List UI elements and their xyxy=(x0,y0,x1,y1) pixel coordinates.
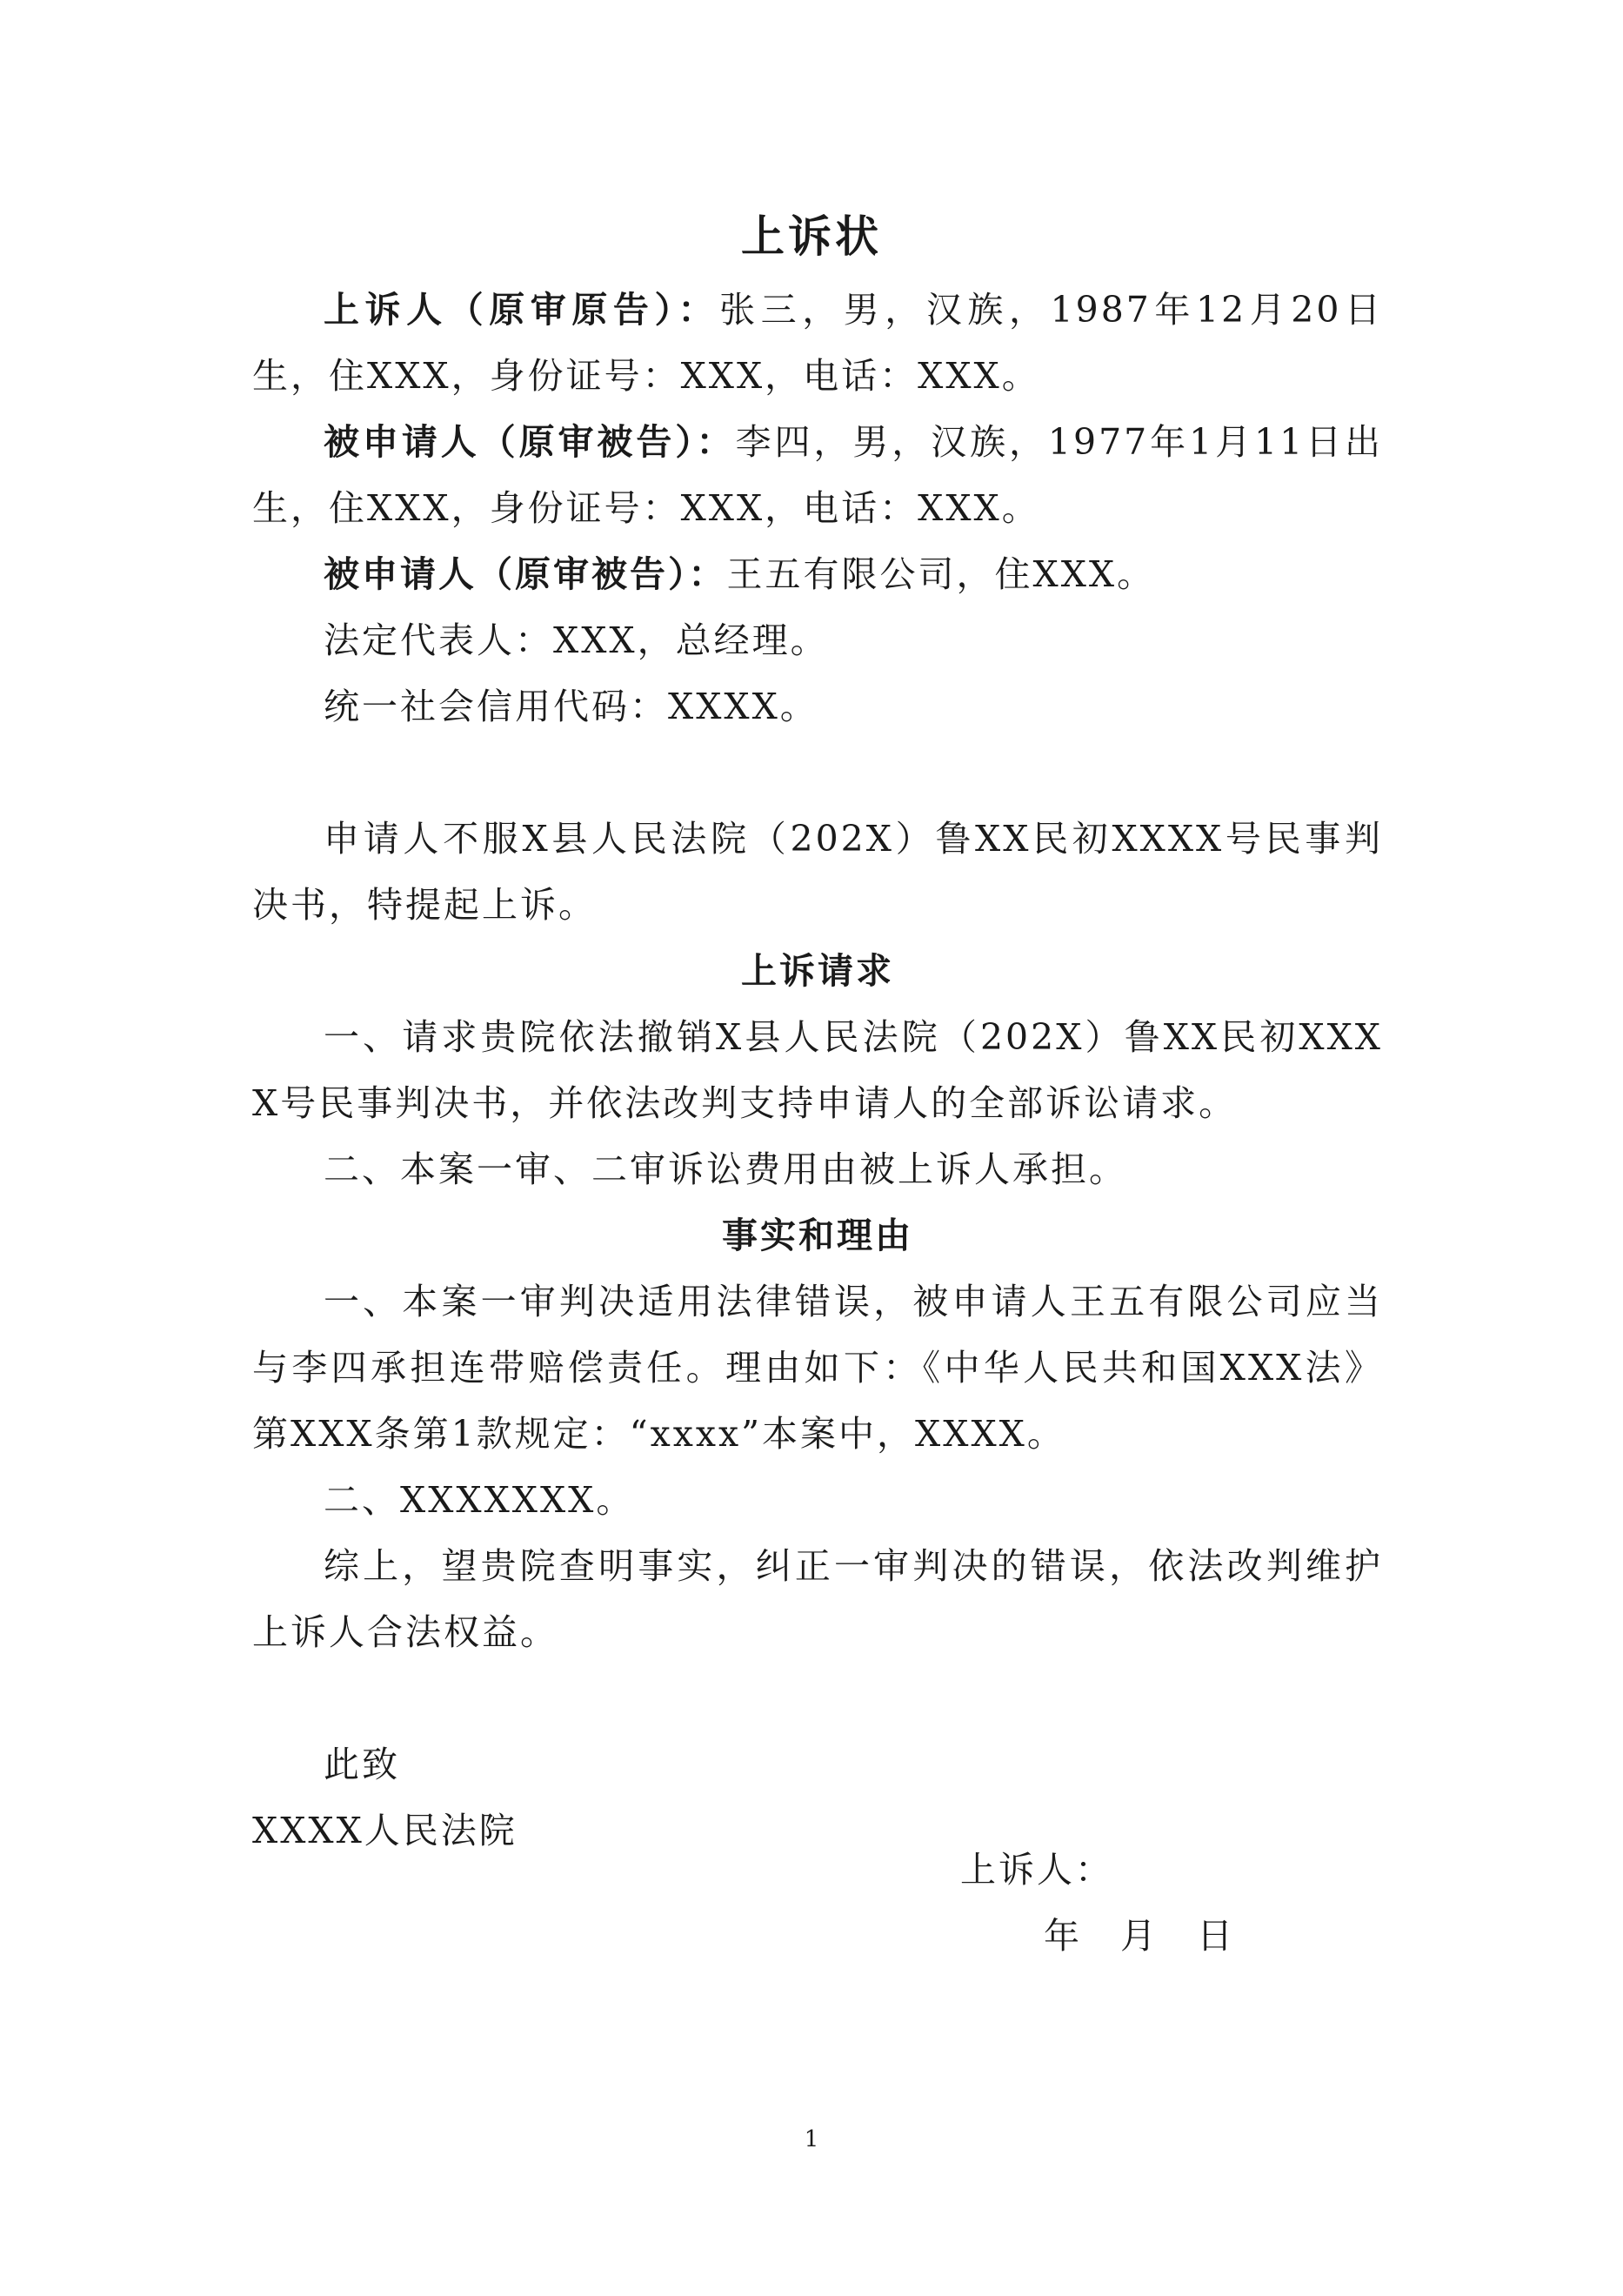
spacer xyxy=(252,740,1383,806)
signature-date: 年 月 日 xyxy=(1044,1915,1233,1957)
requests-heading: 上诉请求 xyxy=(741,950,894,992)
intro-paragraph: 申请人不服X县人民法院（202X）鲁XX民初XXXX号民事判决书，特提起上诉。 xyxy=(252,818,1383,926)
document-title: 上诉状 xyxy=(741,211,882,262)
party-details: 张三，男，汉族，1987年12月20日生，住XXX，身份证号：XXX，电话：XXX。 xyxy=(252,289,1384,397)
party-appellant xyxy=(252,277,1383,409)
signature-label: 上诉人： xyxy=(960,1849,1113,1891)
legal-representative: 法定代表人：XXX，总经理。 xyxy=(324,619,829,661)
party-respondent-1 xyxy=(252,409,1383,541)
fact-item: 二、XXXXXXX。 xyxy=(324,1479,635,1521)
party-details: 王五有限公司，住XXX。 xyxy=(726,553,1156,595)
page-number: 1 xyxy=(804,2126,819,2152)
court-name: XXXX人民法院 xyxy=(252,1810,518,1851)
party-role: 上诉人（原审原告）： xyxy=(324,289,720,331)
party-role: 被申请人（原审被告）： xyxy=(324,553,727,595)
conclusion-paragraph: 综上，望贵院查明事实，纠正一审判决的错误，依法改判维护上诉人合法权益。 xyxy=(252,1545,1383,1653)
party-role: 被申请人（原审被告）： xyxy=(324,421,736,463)
document-body xyxy=(252,277,1383,1864)
credit-code: 统一社会信用代码：XXXX。 xyxy=(324,686,818,727)
party-respondent-2 xyxy=(252,541,1383,607)
salutation: 此致 xyxy=(324,1744,400,1785)
spacer xyxy=(252,1665,1383,1731)
request-item: 一、请求贵院依法撤销X县人民法院（202X）鲁XX民初XXXX号民事判决书，并依法改判支持申请人的全部诉讼请求。 xyxy=(252,1016,1383,1124)
request-item: 二、本案一审、二审诉讼费用由被上诉人承担。 xyxy=(324,1148,1127,1190)
party-details: 李四，男，汉族，1977年1月11日出生，住XXX，身份证号：XXX，电话：XXX。 xyxy=(252,421,1383,529)
fact-item: 一、本案一审判决适用法律错误，被申请人王五有限公司应当与李四承担连带赔偿责任。理由如下：《中华人民共和国XXX法》第XXX条第1款规定：“xxxx”本案中，XXXX。 xyxy=(252,1281,1384,1455)
facts-heading: 事实和理由 xyxy=(722,1215,913,1256)
